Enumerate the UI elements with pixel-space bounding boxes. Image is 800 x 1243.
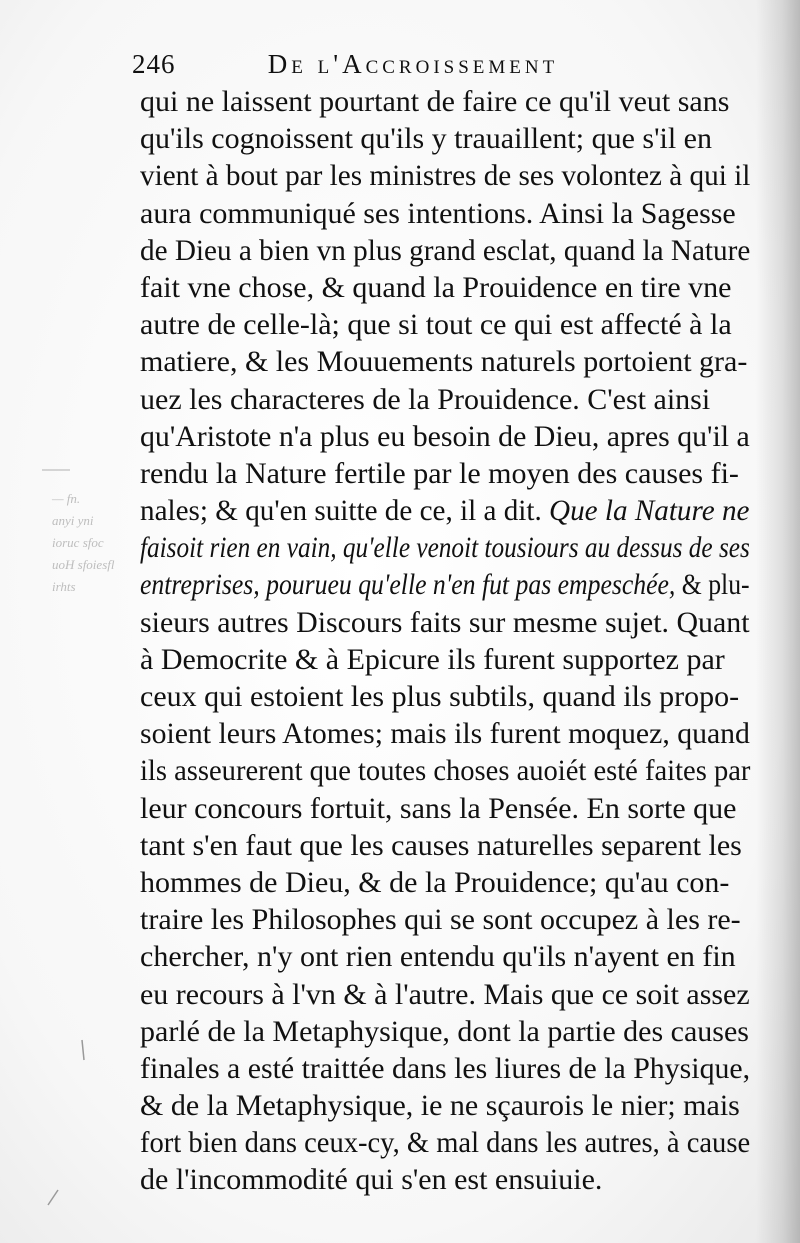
text-line-content: leur concours fortuit, sans la Pensée. En sorte que — [140, 791, 737, 825]
italic-quote-end: entreprises, pourueu qu'elle n'en fut pas empeschée, — [140, 568, 676, 602]
bleed-line: ioruc sfoc — [52, 535, 104, 550]
text-line-content: & de la Metaphysique, ie ne sçaurois le nier; mais — [140, 1089, 740, 1123]
page-number: 246 — [132, 49, 176, 79]
bleed-line: irhts — [52, 579, 76, 594]
text-line-content: fait vne chose, & quand la Prouidence en tire vne — [140, 270, 732, 304]
text-line-content: aura communiqué ses intentions. Ainsi la Sagesse — [140, 196, 736, 230]
stray-mark — [48, 1190, 58, 1205]
text-line-tail: & plu- — [681, 568, 750, 602]
text-line-content: à Democrite & à Epicure ils furent supportez par — [140, 642, 725, 676]
text-line-content: ils asseurerent que toutes choses auoiét esté faites par — [140, 754, 751, 788]
text-line-content: vient à bout par les ministres de ses volontez à qui il — [140, 159, 751, 193]
bleed-line: — fn. — [52, 491, 81, 506]
text-line-content: traire les Philosophes qui se sont occupez à les re- — [140, 903, 741, 937]
text-line-content: chercher, n'y ont rien entendu qu'ils n'ayent en fin — [140, 940, 736, 974]
text-line-content: nales; & qu'en suitte de ce, il a dit. — [140, 494, 542, 528]
text-line-content: uez les characteres de la Prouidence. C'est ainsi — [140, 382, 711, 416]
text-line-content: tant s'en faut que les causes naturelles separent les — [140, 828, 742, 862]
text-line-content: parlé de la Metaphysique, dont la partie des causes — [140, 1014, 749, 1048]
text-line-content: de l'incommodité qui s'en est ensuiuie. — [140, 1163, 603, 1197]
bleed-line: anyi yni — [52, 513, 94, 528]
running-title: De l'Accroissement — [267, 49, 559, 79]
text-line-content: autre de celle-là; que si tout ce qui est affecté à la — [140, 308, 732, 342]
text-line-content: matiere, & les Mouuements naturels portoient gra- — [140, 345, 748, 379]
text-line-content: rendu la Nature fertile par le moyen des causes fi- — [140, 456, 739, 490]
text-line-content: qu'ils cognoissent qu'ils y trauaillent; que s'il en — [140, 122, 712, 156]
text-line-content: soient leurs Atomes; mais ils furent moquez, quand — [140, 717, 750, 751]
text-line-content: hommes de Dieu, & de la Prouidence; qu'au con- — [140, 865, 730, 899]
text-line-content: qui ne laissent pourtant de faire ce qu'il veut sans — [140, 85, 730, 118]
text-line-content: qu'Aristote n'a plus eu besoin de Dieu, apres qu'il a — [140, 419, 750, 453]
text-line-content: de Dieu a bien vn plus grand esclat, quand la Nature — [140, 233, 751, 267]
bleed-line: uoH sfoiesfl — [52, 557, 115, 572]
text-line-content: finales a esté traittée dans les liures de la Physique, — [140, 1051, 751, 1085]
text-line-content: sieurs autres Discours faits sur mesme sujet. Quant — [140, 605, 750, 639]
text-line-content: ceux qui estoient les plus subtils, quand ils propo- — [140, 680, 740, 713]
italic-quote-start: Que la Nature ne — [549, 494, 750, 528]
text-line-content: eu recours à l'vn & à l'autre. Mais que ce soit assez — [140, 977, 750, 1011]
text-line-content: fort bien dans ceux-cy, & mal dans les autres, à cause — [140, 1126, 751, 1160]
italic-quote: faisoit rien en vain, qu'elle venoit tousiours au dessus de ses — [140, 531, 750, 565]
stray-mark — [82, 1040, 84, 1060]
